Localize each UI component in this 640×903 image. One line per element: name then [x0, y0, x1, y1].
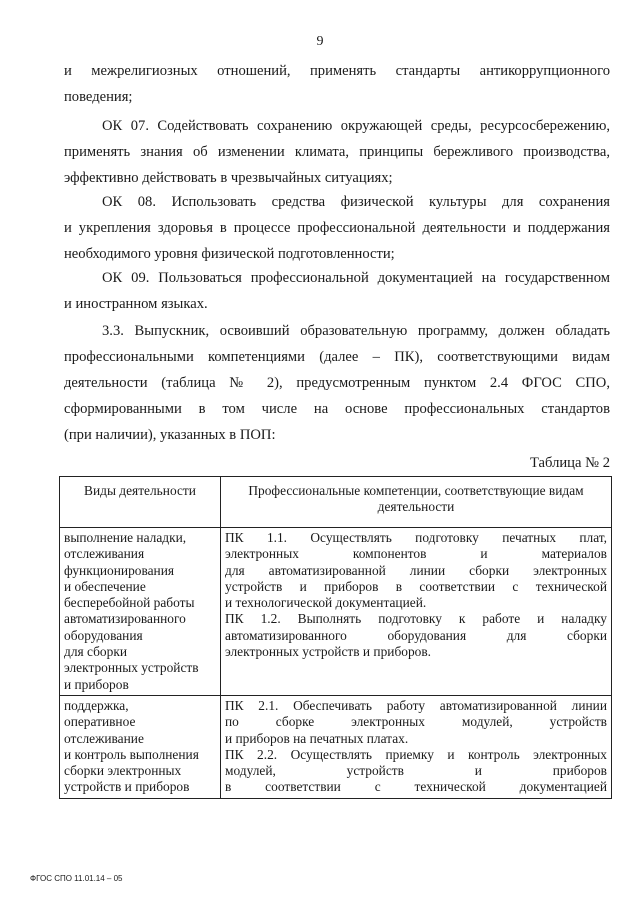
cell-line: электронных устройств и приборов. [225, 644, 432, 660]
cell-line: ПК 1.1. Осуществлять подготовку печатных плат, [225, 530, 607, 545]
cell-line: модулей, устройств и приборов [225, 763, 607, 779]
paragraph-3-3 [64, 318, 610, 448]
cell-line: ПК 2.1. Обеспечивать работу автоматизированной линии [225, 697, 607, 713]
paragraph-ok07 [64, 113, 610, 191]
paragraph-ok08 [64, 189, 610, 267]
table-row [60, 695, 612, 798]
text-line: и межрелигиозных отношений, применять стандарты антикоррупционного [64, 63, 610, 79]
cell-line: отслеживание [64, 730, 144, 746]
header-competencies: Профессиональные компетенции, соответствующие видам деятельности [221, 477, 612, 528]
cell-line: автоматизированного оборудования для сборки [225, 627, 607, 643]
cell-line: устройств и приборов [64, 779, 190, 795]
cell-line: бесперебойной работы [64, 595, 195, 611]
cell-line: ПК 1.2. Выполнять подготовку к работе и наладку [225, 611, 607, 627]
cell-line: и приборов [64, 676, 129, 692]
paragraph-antikorr [64, 58, 610, 110]
competencies-table [59, 476, 612, 799]
cell-line: электронных устройств [64, 660, 199, 676]
table-caption: Таблица № 2 [530, 455, 610, 471]
cell-line: для автоматизированной линии сборки электронных [225, 562, 607, 578]
cell-line: поддержка, [64, 697, 129, 713]
footer-code: ФГОС СПО 11.01.14 – 05 [30, 874, 123, 883]
activity-cell [60, 528, 221, 696]
text-line: ОК 08. Использовать средства физической культуры для сохранения [102, 194, 610, 210]
cell-line: сборки электронных [64, 763, 182, 779]
competency-cell [221, 528, 612, 696]
text-line: профессиональными компетенциями (далее – ПК), соответствующими видам [64, 349, 610, 365]
cell-line: по сборке электронных модулей, устройств [225, 714, 607, 730]
text-line: необходимого уровня физической подготовленности; [64, 246, 395, 262]
cell-line: отслеживания [64, 546, 145, 562]
cell-line: и технологической документацией. [225, 595, 427, 611]
text-line: ОК 09. Пользоваться профессиональной документацией на государственном [102, 270, 610, 286]
text-line: поведения; [64, 89, 133, 105]
cell-line: в соответствии с технической документацией [225, 779, 607, 795]
text-line: (при наличии), указанных в ПОП: [64, 427, 276, 443]
cell-line: для сборки [64, 644, 127, 660]
cell-line: оперативное [64, 714, 136, 730]
cell-line: и приборов на печатных платах. [225, 730, 409, 746]
cell-line: выполнение наладки, [64, 530, 187, 545]
text-line: сформированными в том числе на основе профессиональных стандартов [64, 401, 610, 417]
text-line: деятельности (таблица № 2), предусмотренным пунктом 2.4 ФГОС СПО, [64, 375, 610, 391]
text-line: 3.3. Выпускник, освоивший образовательную программу, должен обладать [102, 323, 610, 339]
cell-line: электронных компонентов и материалов [225, 546, 607, 562]
text-line: эффективно действовать в чрезвычайных ситуациях; [64, 170, 393, 186]
text-line: и укрепления здоровья в процессе профессиональной деятельности и поддержания [64, 220, 610, 236]
paragraph-ok09 [64, 265, 610, 317]
competency-cell [221, 695, 612, 798]
cell-line: и контроль выполнения [64, 746, 199, 762]
cell-line: функционирования [64, 562, 175, 578]
page-number: 9 [316, 34, 324, 49]
cell-line: ПК 2.2. Осуществлять приемку и контроль электронных [225, 746, 607, 762]
cell-line: оборудования [64, 627, 143, 643]
cell-line: и обеспечение [64, 578, 146, 594]
table-row [60, 528, 612, 696]
table-header-row [60, 477, 612, 528]
cell-line: устройств и приборов в соответствии с технической [225, 578, 607, 594]
text-line: ОК 07. Содействовать сохранению окружающей среды, ресурсосбережению, [102, 118, 610, 134]
text-line: и иностранном языках. [64, 296, 208, 312]
text-line: применять знания об изменении климата, принципы бережливого производства, [64, 144, 610, 160]
header-activities: Виды деятельности [60, 477, 221, 528]
activity-cell [60, 695, 221, 798]
cell-line: автоматизированного [64, 611, 186, 627]
